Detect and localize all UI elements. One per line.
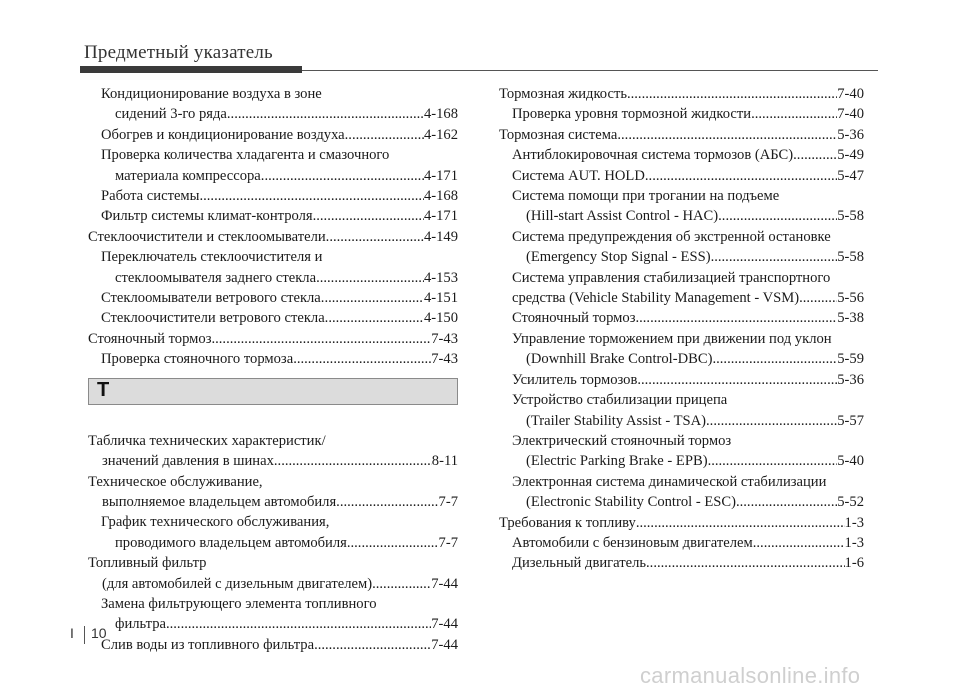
index-page-ref: 7-44 bbox=[431, 575, 458, 592]
left-column bbox=[88, 84, 458, 655]
leader-dots bbox=[753, 533, 845, 553]
index-page-ref: 4-153 bbox=[423, 269, 458, 286]
leader-dots bbox=[636, 513, 845, 533]
leader-dots bbox=[336, 492, 438, 512]
index-entry bbox=[499, 329, 864, 370]
index-page-ref: 5-59 bbox=[837, 351, 864, 368]
leader-dots bbox=[711, 247, 838, 267]
index-entry bbox=[499, 166, 864, 186]
page-title: Предметный указатель bbox=[84, 42, 273, 63]
leader-dots bbox=[293, 349, 431, 369]
leader-dots bbox=[199, 186, 423, 206]
index-entry bbox=[499, 268, 864, 309]
header-bar bbox=[80, 66, 302, 73]
index-entry bbox=[499, 145, 864, 165]
index-page-ref: 7-7 bbox=[438, 493, 458, 510]
leader-dots bbox=[708, 451, 838, 471]
index-page-ref: 4-149 bbox=[423, 228, 458, 245]
index-entry-text: Проверка стояночного тормоза bbox=[101, 351, 294, 368]
footer-divider bbox=[84, 626, 85, 644]
index-entry-text: Проверка количества хладагента и смазочного bbox=[101, 147, 390, 164]
index-entry bbox=[88, 288, 458, 308]
index-entry-text: Переключатель стеклоочистителя и bbox=[101, 249, 323, 266]
index-entry-text: Система управления стабилизацией транспортного bbox=[512, 269, 831, 286]
index-page-ref: 7-40 bbox=[837, 86, 864, 102]
leader-dots bbox=[617, 125, 837, 145]
index-entry-text: (Downhill Brake Control-DBC) bbox=[526, 351, 713, 368]
index-list-left bbox=[88, 84, 458, 370]
index-entry bbox=[88, 431, 458, 472]
index-entry-text: Система помощи при трогании на подъеме bbox=[512, 188, 780, 205]
index-entry-text: Топливный фильтр bbox=[88, 555, 207, 572]
index-entry bbox=[499, 308, 864, 328]
index-entry-text: выполняемое владельцем автомобиля bbox=[102, 493, 337, 510]
index-page-ref: 4-151 bbox=[423, 290, 458, 307]
index-entry-text: Слив воды из топливного фильтра bbox=[101, 636, 315, 653]
index-entry-text: Фильтр системы климат-контроля bbox=[101, 208, 313, 225]
index-entry-text: Замена фильтрующего элемента топливного bbox=[101, 595, 377, 612]
index-entry-text: Управление торможением при движении под уклон bbox=[512, 330, 832, 347]
index-page-ref: 5-38 bbox=[837, 310, 864, 327]
index-entry-text: (Electric Parking Brake - EPB) bbox=[526, 453, 708, 470]
index-entry bbox=[88, 145, 458, 186]
index-entry-text: Стеклоочистители ветрового стекла bbox=[101, 310, 325, 327]
index-entry bbox=[499, 84, 864, 104]
index-entry bbox=[499, 104, 864, 124]
index-entry-text: Стояночный тормоз bbox=[88, 330, 212, 347]
leader-dots bbox=[645, 166, 837, 186]
index-entry-text: фильтра bbox=[115, 616, 166, 633]
leader-dots bbox=[799, 288, 837, 308]
index-entry-text: средства (Vehicle Stability Management - VSM) bbox=[512, 290, 800, 307]
leader-dots bbox=[706, 411, 837, 431]
index-page-ref: 7-43 bbox=[431, 330, 458, 347]
index-page-ref: 4-162 bbox=[423, 126, 458, 143]
index-entry-text: Усилитель тормозов bbox=[512, 371, 638, 388]
index-entry-text: материала компрессора bbox=[115, 167, 261, 184]
index-entry-text: Система предупреждения об экстренной остановке bbox=[512, 228, 831, 245]
index-entry bbox=[88, 308, 458, 328]
index-entry-text: значений давления в шинах bbox=[102, 453, 274, 470]
header-rule bbox=[302, 70, 878, 71]
index-entry-text: Тормозная жидкость bbox=[499, 86, 627, 102]
leader-dots bbox=[712, 349, 837, 369]
index-entry-text: Стояночный тормоз bbox=[512, 310, 636, 327]
leader-dots bbox=[736, 492, 837, 512]
index-entry bbox=[88, 594, 458, 635]
index-entry-text: Антиблокировочная система тормозов (АБС) bbox=[512, 147, 794, 164]
index-entry-text: Автомобили с бензиновым двигателем bbox=[512, 534, 753, 551]
index-entry-text: Устройство стабилизации прицепа bbox=[512, 392, 728, 409]
index-entry bbox=[88, 84, 458, 125]
index-page-ref: 5-58 bbox=[837, 249, 864, 266]
index-page-ref: 4-168 bbox=[423, 188, 458, 205]
leader-dots bbox=[345, 125, 424, 145]
leader-dots bbox=[321, 288, 424, 308]
index-entry-text: Электронная система динамической стабилизации bbox=[512, 473, 827, 490]
index-entry bbox=[88, 247, 458, 288]
index-entry-text: Табличка технических характеристик/ bbox=[88, 432, 326, 449]
section-header-t bbox=[88, 378, 458, 405]
index-page-ref: 5-57 bbox=[837, 412, 864, 429]
leader-dots bbox=[166, 614, 431, 634]
leader-dots bbox=[793, 145, 837, 165]
index-entry bbox=[88, 186, 458, 206]
index-page-ref: 5-40 bbox=[837, 453, 864, 470]
leader-dots bbox=[751, 104, 837, 124]
leader-dots bbox=[326, 227, 424, 247]
index-entry bbox=[499, 370, 864, 390]
index-page-ref: 4-171 bbox=[423, 208, 458, 225]
index-entry-text: Требования к топливу bbox=[499, 514, 636, 531]
index-page-ref: 5-49 bbox=[837, 147, 864, 164]
index-entry bbox=[499, 186, 864, 227]
leader-dots bbox=[372, 574, 431, 594]
index-page-ref: 7-44 bbox=[431, 616, 458, 633]
leader-dots bbox=[313, 206, 424, 226]
leader-dots bbox=[274, 451, 432, 471]
index-entry bbox=[499, 125, 864, 145]
index-entry-text: (Hill-start Assist Control - HAC) bbox=[526, 208, 719, 225]
leader-dots bbox=[211, 329, 431, 349]
index-entry bbox=[499, 513, 864, 533]
index-entry bbox=[88, 553, 458, 594]
index-entry bbox=[88, 512, 458, 553]
index-page-ref: 7-43 bbox=[431, 351, 458, 368]
index-entry bbox=[88, 349, 458, 369]
index-page-ref: 4-150 bbox=[423, 310, 458, 327]
index-entry-text: Проверка уровня тормозной жидкости bbox=[512, 106, 752, 123]
index-entry bbox=[499, 390, 864, 431]
index-page-ref: 5-58 bbox=[837, 208, 864, 225]
index-page-ref: 4-168 bbox=[423, 106, 458, 123]
index-entry-text: (Trailer Stability Assist - TSA) bbox=[526, 412, 707, 429]
index-entry bbox=[499, 533, 864, 553]
footer-page-number: 10 bbox=[91, 625, 107, 641]
index-entry-text: Система AUT. HOLD bbox=[512, 167, 645, 184]
leader-dots bbox=[637, 370, 837, 390]
index-entry-text: Дизельный двигатель bbox=[512, 555, 647, 572]
index-entry-text: График технического обслуживания, bbox=[101, 514, 330, 531]
index-entry-text: проводимого владельцем автомобиля bbox=[115, 534, 347, 551]
index-page-ref: 5-36 bbox=[837, 126, 864, 143]
index-page-ref: 5-36 bbox=[837, 371, 864, 388]
index-list-left-t bbox=[88, 431, 458, 655]
index-page-ref: 8-11 bbox=[431, 453, 458, 470]
leader-dots bbox=[316, 268, 424, 288]
leader-dots bbox=[325, 308, 424, 328]
index-entry-text: Кондиционирование воздуха в зоне bbox=[101, 86, 322, 102]
leader-dots bbox=[646, 553, 845, 573]
index-entry bbox=[499, 553, 864, 573]
leader-dots bbox=[635, 308, 837, 328]
index-page-ref: 7-44 bbox=[431, 636, 458, 653]
index-page-ref: 1-3 bbox=[844, 514, 864, 531]
index-page-ref: 7-7 bbox=[438, 534, 458, 551]
index-entry-text: Техническое обслуживание, bbox=[88, 473, 263, 490]
index-page-ref: 5-52 bbox=[837, 494, 864, 511]
index-entry-text: Электрический стояночный тормоз bbox=[512, 432, 732, 449]
leader-dots bbox=[314, 635, 431, 655]
index-entry bbox=[88, 329, 458, 349]
index-entry bbox=[499, 431, 864, 472]
footer-section-mark: I bbox=[70, 625, 74, 641]
index-entry-text: Стеклоочистители и стеклоомыватели bbox=[88, 228, 326, 245]
index-entry-text: (Electronic Stability Control - ESC) bbox=[526, 494, 736, 511]
index-entry-text: сидений 3-го ряда bbox=[115, 106, 227, 123]
index-entry bbox=[88, 125, 458, 145]
index-entry bbox=[88, 206, 458, 226]
index-entry-text: Стеклоомыватели ветрового стекла bbox=[101, 290, 321, 307]
right-column bbox=[499, 84, 864, 574]
index-page-ref: 1-3 bbox=[844, 534, 864, 551]
index-entry-text: Обогрев и кондиционирование воздуха bbox=[101, 126, 345, 143]
index-list-right bbox=[499, 84, 864, 574]
index-entry-text: Тормозная система bbox=[499, 126, 618, 143]
index-entry bbox=[88, 635, 458, 655]
index-entry bbox=[499, 472, 864, 513]
leader-dots bbox=[627, 84, 837, 104]
index-page-ref: 7-40 bbox=[837, 106, 864, 123]
watermark: carmanualsonline.info bbox=[640, 663, 861, 688]
leader-dots bbox=[261, 166, 424, 186]
index-entry-text: (для автомобилей с дизельным двигателем) bbox=[102, 575, 373, 592]
index-page-ref: 4-171 bbox=[423, 167, 458, 184]
leader-dots bbox=[227, 104, 424, 124]
index-entry-text: (Emergency Stop Signal - ESS) bbox=[526, 249, 711, 266]
section-letter: Т bbox=[97, 378, 110, 401]
index-entry bbox=[88, 227, 458, 247]
index-entry-text: Работа системы bbox=[101, 188, 200, 205]
leader-dots bbox=[347, 533, 439, 553]
index-entry bbox=[88, 472, 458, 513]
index-page-ref: 5-56 bbox=[837, 290, 864, 307]
index-page-ref: 5-47 bbox=[837, 167, 864, 184]
index-entry-text: стеклоомывателя заднего стекла bbox=[115, 269, 317, 286]
index-page-ref: 1-6 bbox=[844, 555, 864, 572]
index-entry bbox=[499, 227, 864, 268]
leader-dots bbox=[718, 206, 837, 226]
